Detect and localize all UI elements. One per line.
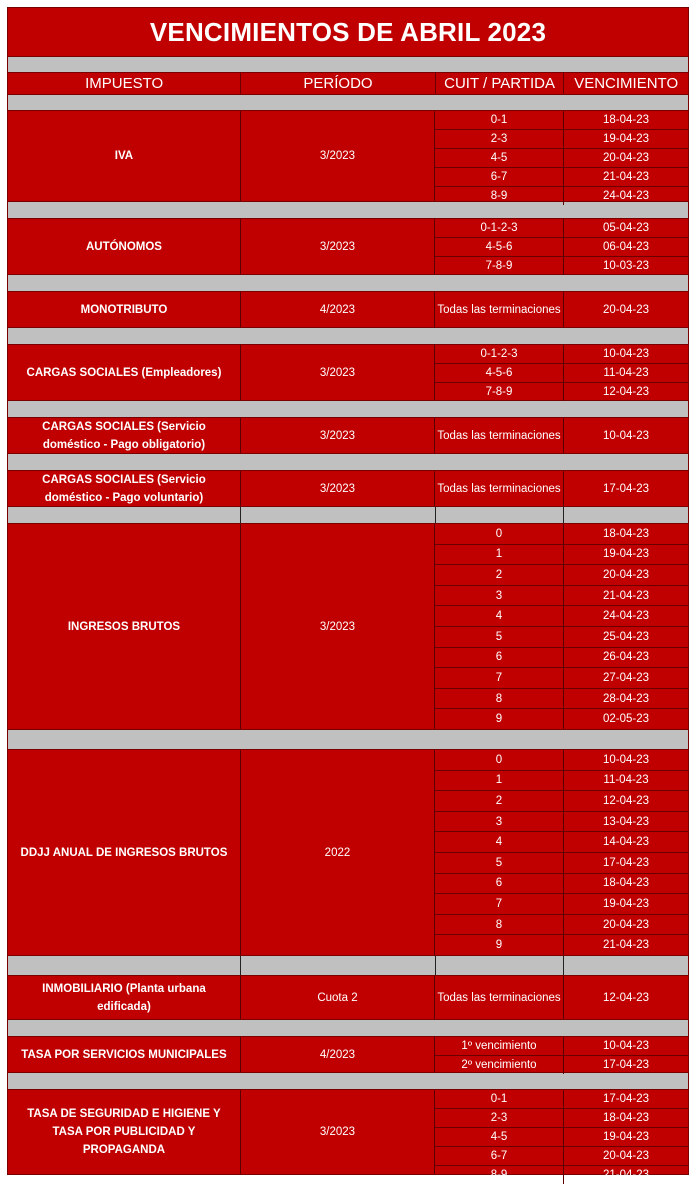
due-date-cell: 18-04-23	[602, 877, 650, 890]
tax-section	[7, 975, 689, 1020]
tax-period: 2022	[241, 750, 435, 955]
due-date-rows	[435, 345, 688, 400]
table-row	[435, 771, 688, 792]
cuit-partida-cell: 2-3	[435, 1109, 564, 1127]
due-date-cell: 12-04-23	[602, 991, 650, 1004]
table-row	[435, 648, 688, 669]
due-date-cell: 17-04-23	[602, 1093, 650, 1105]
due-date-rows	[435, 471, 688, 506]
table-row	[435, 791, 688, 812]
tax-name: MONOTRIBUTO	[8, 292, 241, 327]
cuit-partida-cell: 4-5-6	[435, 364, 564, 382]
cuit-partida-cell: 5	[435, 853, 564, 873]
cuit-partida-cell: 6-7	[435, 168, 564, 186]
due-date-cell: 19-04-23	[602, 548, 650, 561]
separator-row	[7, 57, 689, 72]
table-row	[435, 345, 688, 364]
separator-row	[7, 275, 689, 291]
tax-name: INMOBILIARIO (Planta urbana edificada)	[8, 976, 241, 1019]
cuit-partida-cell: 1º vencimiento	[435, 1037, 564, 1055]
table-row	[435, 1056, 688, 1074]
cuit-partida-cell: 2º vencimiento	[435, 1056, 564, 1074]
cuit-partida-cell: 2	[435, 791, 564, 811]
table-row	[435, 1147, 688, 1166]
due-date-cell: 10-04-23	[602, 429, 650, 442]
tax-name: INGRESOS BRUTOS	[8, 524, 241, 729]
due-date-cell: 21-04-23	[602, 171, 650, 183]
cuit-partida-cell: 9	[435, 935, 564, 955]
header-cuit-partida: CUIT / PARTIDA	[436, 73, 565, 94]
table-row	[435, 1037, 688, 1056]
tax-name: CARGAS SOCIALES (Servicio doméstico - Pago voluntario)	[8, 471, 241, 506]
cuit-partida-cell: 9	[435, 709, 564, 729]
due-date-cell: 19-04-23	[602, 1131, 650, 1143]
table-row	[435, 383, 688, 401]
due-date-cell: 11-04-23	[603, 367, 649, 379]
cuit-partida-cell: 5	[435, 627, 564, 647]
cuit-partida-cell: 0-1	[435, 1090, 564, 1108]
tax-period: 3/2023	[241, 524, 435, 729]
table-row	[435, 874, 688, 895]
separator-cell	[436, 507, 565, 523]
separator-cell	[241, 956, 435, 975]
tax-period: 4/2023	[241, 1037, 435, 1072]
due-date-cell: 24-04-23	[602, 610, 650, 623]
header-impuesto: IMPUESTO	[8, 73, 241, 94]
cuit-partida-cell: 0	[435, 750, 564, 770]
due-date-rows	[435, 1090, 688, 1181]
cuit-partida-cell: Todas las terminaciones	[435, 471, 564, 506]
due-date-cell: 20-04-23	[602, 303, 650, 316]
separator-row	[7, 730, 689, 749]
table-row	[435, 418, 688, 453]
separator-cell	[8, 507, 241, 523]
due-date-cell: 17-04-23	[602, 856, 650, 869]
cuit-partida-cell: 2-3	[435, 130, 564, 148]
tax-section	[7, 523, 689, 730]
table-row	[435, 1109, 688, 1128]
cuit-partida-cell: 4-5	[435, 1128, 564, 1146]
table-row	[435, 586, 688, 607]
tax-period: 3/2023	[241, 219, 435, 274]
sections	[7, 110, 689, 1181]
tax-section	[7, 344, 689, 401]
due-date-cell: 19-04-23	[602, 897, 650, 910]
cuit-partida-cell: 3	[435, 812, 564, 832]
table-row	[435, 219, 688, 238]
due-date-cell: 10-04-23	[602, 348, 650, 360]
table-row	[435, 1166, 688, 1184]
separator-row	[7, 95, 689, 110]
separator-cell	[564, 507, 688, 523]
due-date-cell: 26-04-23	[602, 651, 650, 664]
separator-row	[7, 507, 689, 523]
table-row	[435, 257, 688, 275]
cuit-partida-cell: 6-7	[435, 1147, 564, 1165]
due-date-cell: 18-04-23	[602, 1112, 650, 1124]
tax-period: 4/2023	[241, 292, 435, 327]
cuit-partida-cell: Todas las terminaciones	[435, 292, 564, 327]
due-date-cell: 12-04-23	[602, 386, 650, 398]
due-date-cell: 24-04-23	[602, 190, 650, 202]
due-date-cell: 02-05-23	[602, 713, 650, 726]
table-title: VENCIMIENTOS DE ABRIL 2023	[7, 7, 689, 57]
tax-period: 3/2023	[241, 111, 435, 201]
tax-name: CARGAS SOCIALES (Servicio doméstico - Pago obligatorio)	[8, 418, 241, 453]
table-row	[435, 149, 688, 168]
due-date-cell: 21-04-23	[602, 1169, 650, 1181]
due-date-cell: 20-04-23	[602, 152, 650, 164]
cuit-partida-cell: 4	[435, 606, 564, 626]
tax-section	[7, 1089, 689, 1181]
due-dates-table	[7, 7, 689, 1181]
due-date-cell: 14-04-23	[602, 836, 650, 849]
tax-section	[7, 291, 689, 328]
separator-cell	[564, 956, 688, 975]
table-row	[435, 935, 688, 955]
table-row	[435, 111, 688, 130]
due-date-cell: 20-04-23	[602, 568, 650, 581]
tax-section	[7, 470, 689, 507]
cuit-partida-cell: 0-1-2-3	[435, 219, 564, 237]
table-row	[435, 364, 688, 383]
cuit-partida-cell: 7	[435, 668, 564, 688]
table-row	[435, 709, 688, 729]
separator-row	[7, 1073, 689, 1089]
cuit-partida-cell: 2	[435, 565, 564, 585]
due-date-cell: 28-04-23	[602, 692, 650, 705]
due-date-cell: 18-04-23	[602, 114, 650, 126]
cuit-partida-cell: 4-5	[435, 149, 564, 167]
header-periodo: PERÍODO	[241, 73, 435, 94]
table-row	[435, 812, 688, 833]
cuit-partida-cell: 1	[435, 545, 564, 565]
table-row	[435, 1128, 688, 1147]
due-date-rows	[435, 976, 688, 1019]
due-date-cell: 27-04-23	[602, 671, 650, 684]
due-date-cell: 06-04-23	[602, 241, 650, 253]
due-date-cell: 21-04-23	[602, 589, 650, 602]
separator-row	[7, 1020, 689, 1036]
tax-section	[7, 1036, 689, 1073]
table-row	[435, 606, 688, 627]
tax-name: TASA DE SEGURIDAD E HIGIENE Y TASA POR PUBLICIDAD Y PROPAGANDA	[8, 1090, 241, 1174]
due-date-rows	[435, 524, 688, 729]
due-date-rows	[435, 1037, 688, 1072]
tax-section	[7, 417, 689, 454]
due-date-cell: 10-03-23	[602, 260, 650, 272]
header-row	[7, 72, 689, 95]
tax-name: TASA POR SERVICIOS MUNICIPALES	[8, 1037, 241, 1072]
table-row	[435, 668, 688, 689]
due-date-cell: 17-04-23	[602, 482, 650, 495]
separator-cell	[241, 507, 435, 523]
tax-name: CARGAS SOCIALES (Empleadores)	[8, 345, 241, 400]
tax-name: IVA	[8, 111, 241, 201]
header-vencimiento: VENCIMIENTO	[574, 75, 679, 92]
cuit-partida-cell: 4	[435, 832, 564, 852]
table-row	[435, 627, 688, 648]
due-date-cell: 21-04-23	[602, 939, 650, 952]
table-row	[435, 689, 688, 710]
cuit-partida-cell: 6	[435, 648, 564, 668]
cuit-partida-cell: 8-9	[435, 187, 564, 205]
separator-cell	[436, 956, 565, 975]
separator-row	[7, 956, 689, 975]
cuit-partida-cell: 7-8-9	[435, 383, 564, 401]
separator-cell	[8, 956, 241, 975]
due-date-cell: 10-04-23	[602, 753, 650, 766]
table-row	[435, 565, 688, 586]
cuit-partida-cell: 0	[435, 524, 564, 544]
tax-section	[7, 110, 689, 202]
cuit-partida-cell: 1	[435, 771, 564, 791]
table-row	[435, 187, 688, 205]
table-row	[435, 471, 688, 506]
table-row	[435, 832, 688, 853]
table-row	[435, 750, 688, 771]
tax-period: 3/2023	[241, 345, 435, 400]
table-row	[435, 976, 688, 1019]
due-date-cell: 17-04-23	[602, 1059, 650, 1071]
table-row	[435, 853, 688, 874]
due-date-rows	[435, 750, 688, 955]
due-date-cell: 18-04-23	[602, 527, 650, 540]
separator-row	[7, 401, 689, 417]
cuit-partida-cell: Todas las terminaciones	[435, 976, 564, 1019]
cuit-partida-cell: 8	[435, 915, 564, 935]
due-date-cell: 19-04-23	[602, 133, 650, 145]
cuit-partida-cell: 7-8-9	[435, 257, 564, 275]
due-date-cell: 10-04-23	[602, 1040, 650, 1052]
separator-row	[7, 328, 689, 344]
table-row	[435, 545, 688, 566]
table-row	[435, 292, 688, 327]
cuit-partida-cell: 4-5-6	[435, 238, 564, 256]
tax-period: Cuota 2	[241, 976, 435, 1019]
due-date-cell: 20-04-23	[602, 1150, 650, 1162]
cuit-partida-cell: 6	[435, 874, 564, 894]
cuit-partida-cell: 8-9	[435, 1166, 564, 1184]
table-row	[435, 130, 688, 149]
cuit-partida-cell: 0-1-2-3	[435, 345, 564, 363]
tax-section	[7, 218, 689, 275]
due-date-rows	[435, 219, 688, 274]
table-row	[435, 915, 688, 936]
table-row	[435, 168, 688, 187]
table-row	[435, 238, 688, 257]
table-row	[435, 894, 688, 915]
cuit-partida-cell: 7	[435, 894, 564, 914]
due-date-rows	[435, 292, 688, 327]
tax-period: 3/2023	[241, 418, 435, 453]
tax-section	[7, 749, 689, 956]
table-row	[435, 1090, 688, 1109]
cuit-partida-cell: 8	[435, 689, 564, 709]
cuit-partida-cell: 3	[435, 586, 564, 606]
due-date-cell: 25-04-23	[602, 630, 650, 643]
table-row	[435, 524, 688, 545]
tax-period: 3/2023	[241, 471, 435, 506]
cuit-partida-cell: Todas las terminaciones	[435, 418, 564, 453]
due-date-rows	[435, 418, 688, 453]
due-date-cell: 05-04-23	[602, 222, 650, 234]
separator-row	[7, 454, 689, 470]
due-date-cell: 20-04-23	[602, 918, 650, 931]
cuit-partida-cell: 0-1	[435, 111, 564, 129]
due-date-cell: 13-04-23	[602, 815, 650, 828]
due-date-cell: 12-04-23	[602, 794, 650, 807]
tax-period: 3/2023	[241, 1090, 435, 1174]
due-date-cell: 11-04-23	[603, 774, 649, 787]
tax-name: DDJJ ANUAL DE INGRESOS BRUTOS	[8, 750, 241, 955]
due-date-rows	[435, 111, 688, 201]
tax-name: AUTÓNOMOS	[8, 219, 241, 274]
